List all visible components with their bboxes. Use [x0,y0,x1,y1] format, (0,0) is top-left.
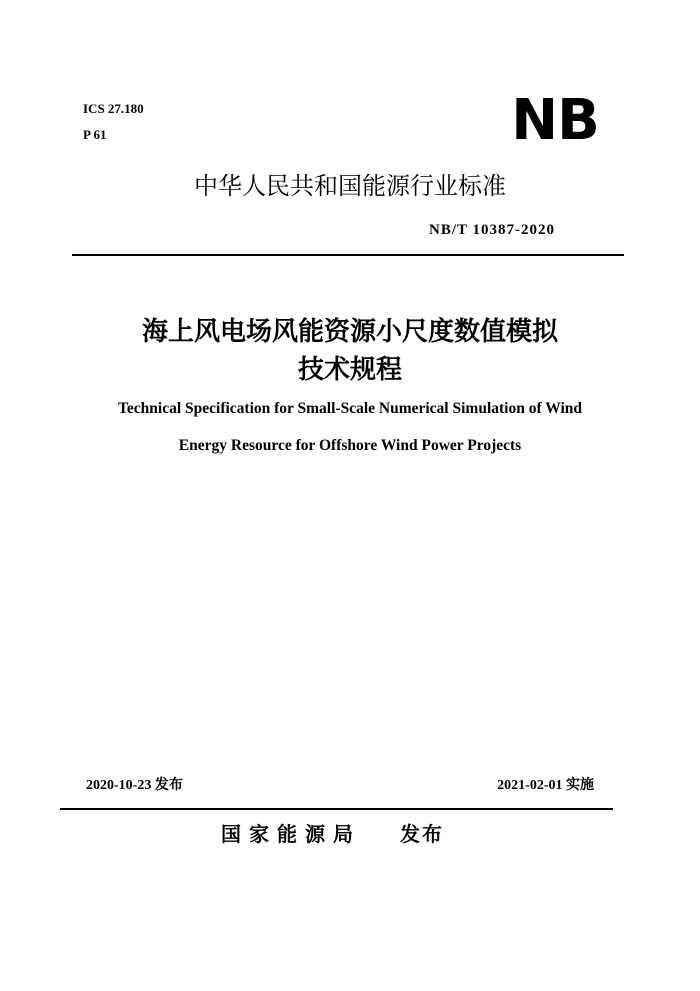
document-title-zh-line2: 技术规程 [297,355,402,385]
ccs-code: P 61 [83,127,107,142]
industry-standard-title: 中华人民共和国能源行业标准 [194,172,506,200]
top-divider [72,254,624,256]
document-title-en-line1: Technical Specification for Small-Scale Numerical Simulation of Wind [117,400,582,417]
document-title-en-line2: Energy Resource for Offshore Wind Power Projects [178,437,522,454]
document-title-zh-line1: 海上风电场风能资源小尺度数值模拟 [141,317,558,347]
bottom-divider [60,808,613,810]
implementation-date: 2021-02-01 实施 [497,778,594,793]
issue-date: 2020-10-23 发布 [86,778,183,793]
standard-number: NB/T 10387-2020 [429,222,555,238]
ics-code: ICS 27.180 [83,101,144,116]
issuing-authority: 国家能源局 [221,822,361,846]
nb-logo: NB [511,88,599,153]
issued-label: 发布 [400,822,444,846]
